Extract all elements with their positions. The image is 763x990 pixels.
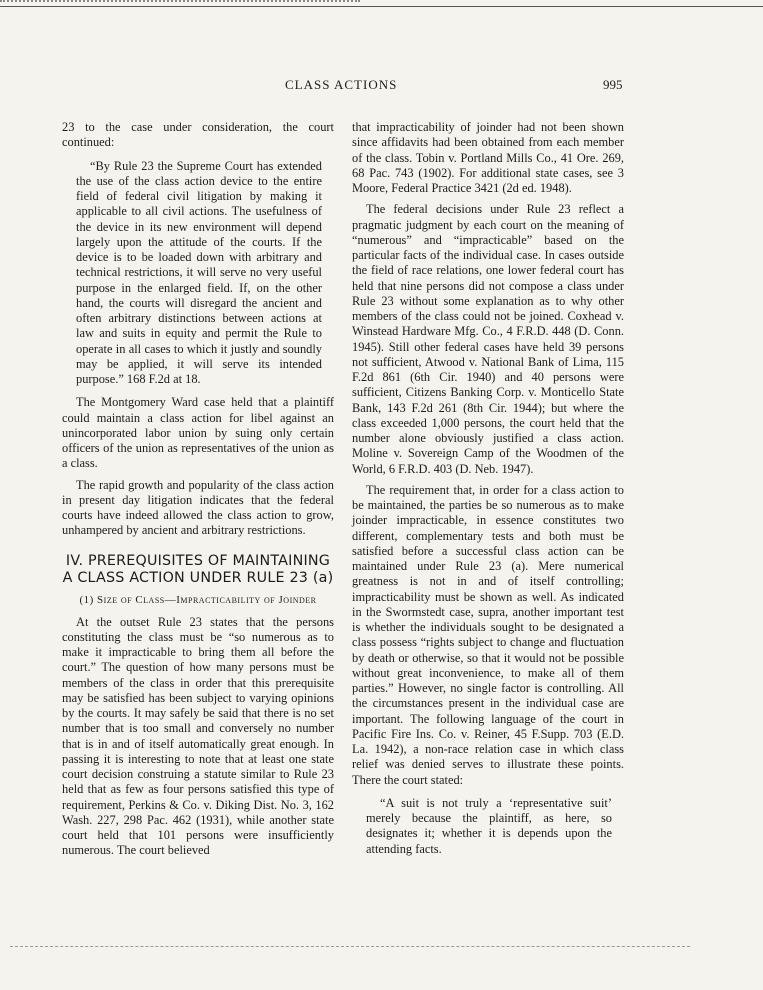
running-head: CLASS ACTIONS	[285, 77, 398, 92]
left-paragraph-3: The rapid growth and popularity of the class action in present day litigation indicates that the federal courts have indeed allowed the class action to grow, unhampered by ancient and arbitrary restrictions.	[62, 477, 334, 538]
bottom-rule	[10, 946, 690, 947]
right-paragraph-2: The federal decisions under Rule 23 reflect a pragmatic judgment by each court on the meaning of “numerous” and “impracticable” based on the particular facts of the individual case. In cases outside the field of race relations, one lower federal court has held that nine persons did not compose a class under Rule 23 without some explanation as to why other members of the class could not be joined. Coxhead v. Winstead Hardware Mfg. Co., 4 F.R.D. 448 (D. Conn. 1945). Still other federal cases have held 39 persons not sufficient, Atwood v. National Bank of Lima, 115 F.2d 861 (6th Cir. 1940) and 40 persons were sufficient, Citizens Banking Corp. v. Monticello State Bank, 143 F.2d 261 (8th Cir. 1944); but where the class exceeded 1,000 persons, the court held that the number alone obviously justified a class action. Moline v. Sovereign Camp of the Woodmen of the World, 6 F.R.D. 403 (D. Neb. 1947).	[352, 202, 624, 476]
left-paragraph-2: The Montgomery Ward case held that a plaintiff could maintain a class action for libel against an unincorporated labor union by suing only certain officers of the union as representatives of the union as a class.	[62, 395, 334, 471]
right-paragraph-3: The requirement that, in order for a class action to be maintained, the parties be so numerous as to make joinder impracticable, in essence constitutes two different, complementary tests and both must be satisfied before a successful class action can be maintained under Rule 23 (a). Mere numerical greatness is not in and of itself controlling; impracticability must be shown as well. As indicated in the Swormstedt case, supra, another important test is whether the individuals sought to be designated a class possess “rights subject to change and fluctuation by death or otherwise, so that it would not be possible without great inconvenience, to make all of them parties.” However, no single factor is controlling. All the circumstances present in the individual case are important. The following language of the court in Pacific Fire Ins. Co. v. Reiner, 45 F.Supp. 703 (E.D. La. 1942), a non-race relation case in which class relief was denied serves to illustrate these points. There the court stated:	[352, 482, 624, 787]
left-block-quote: “By Rule 23 the Supreme Court has extended the use of the class action device to the entire field of federal civil litigation by making it applicable to all civil actions. The usefulness of the device in its new environment will depend largely upon the attitude of the courts. If the device is to be loaded down with arbitrary and technical restrictions, it will serve no very useful purpose in the enlarged field. If, on the other hand, the courts will disregard the ancient and often arbitrary distinctions between actions at law and suits in equity and permit the Rule to operate in all cases to which it justly and soundly may be applied, it will serve its intended purpose.” 168 F.2d at 18.	[76, 158, 322, 386]
top-rule	[0, 6, 763, 7]
left-paragraph-1: 23 to the case under consideration, the court continued:	[62, 120, 334, 150]
section-heading: IV. PREREQUISITES OF MAINTAINING A CLASS ACTION UNDER RULE 23 (a)	[62, 552, 334, 586]
right-paragraph-1: that impracticability of joinder had not been shown since affidavits had been obtained from each member of the class. Tobin v. Portland Mills Co., 41 Ore. 269, 68 Pac. 743 (1902). For additional state cases, see 3 Moore, Federal Practice 3421 (2d ed. 1948).	[352, 120, 624, 195]
left-paragraph-4: At the outset Rule 23 states that the persons constituting the class must be “so numerous as to make it impracticable to bring them all before the court.” The question of how many persons must be members of the class in order that this prerequisite may be satisfied has been subject to varying opinions by the courts. It may safely be said that there is no set number that is too small and conversely no number that is in and of itself automatically great enough. In passing it is interesting to note that at least one state court decision construing a statute similar to Rule 23 held that as few as four persons satisfied this type of requirement, Perkins & Co. v. Diking Dist. No. 3, 162 Wash. 227, 298 Pac. 462 (1931), while another state court held that 101 persons were insufficiently numerous. The court believed	[62, 614, 334, 858]
sub-heading: (1) Size of Class—Impracticability of Joinder	[79, 593, 317, 606]
page-number: 995	[603, 77, 623, 92]
right-column	[352, 120, 624, 865]
left-column	[62, 120, 334, 865]
right-block-quote: “A suit is not truly a ‘representative suit’ merely because the plaintiff, as here, so designates it; whether it is depends upon the attending facts.	[366, 795, 612, 856]
